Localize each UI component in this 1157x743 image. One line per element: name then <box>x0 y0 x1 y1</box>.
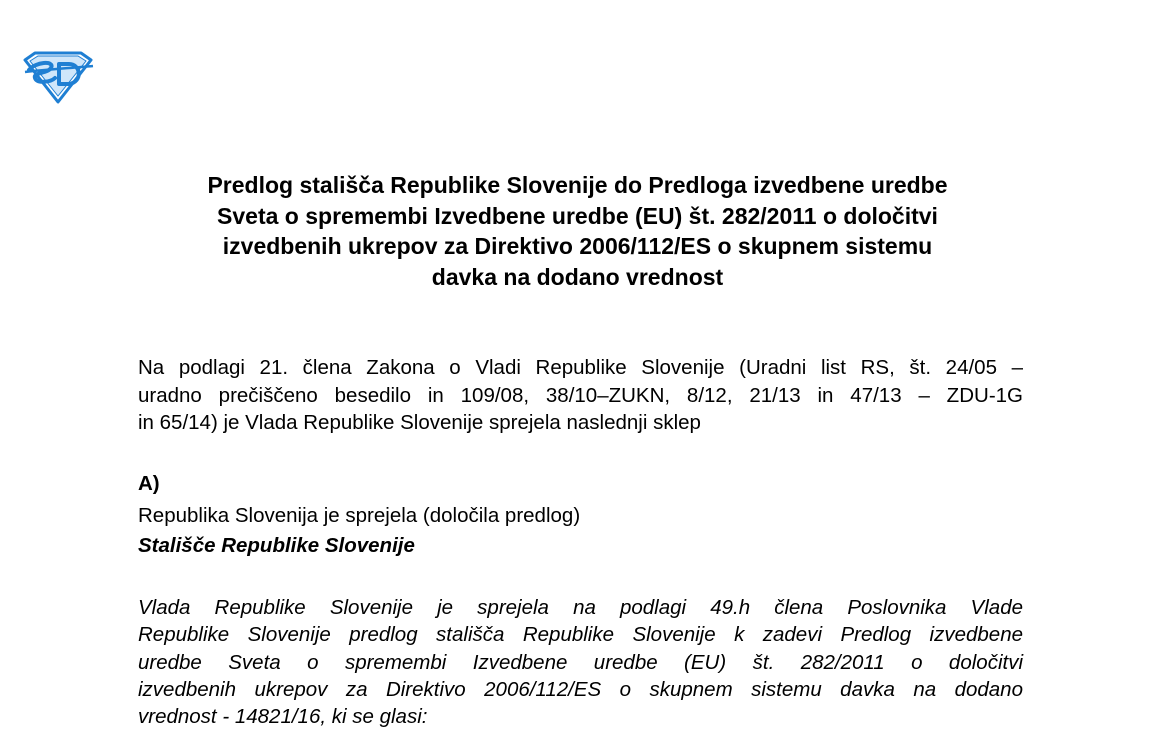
body-line: Vlada Republike Slovenije je sprejela na podlagi 49.h člena Poslovnika Vlade <box>138 596 1023 619</box>
title-line: Sveta o spremembi Izvedbene uredbe (EU) št. 282/2011 o določitvi <box>217 202 938 229</box>
intro-line: uradno prečiščeno besedilo in 109/08, 38/10–ZUKN, 8/12, 21/13 in 47/13 – ZDU-1G <box>138 383 1023 407</box>
title-line: davka na dodano vrednost <box>431 263 724 290</box>
title-line: izvedbenih ukrepov za Direktivo 2006/112/ES o skupnem sistemu <box>222 233 933 259</box>
body-line: uredbe Sveta o spremembi Izvedbene uredbe (EU) št. 282/2011 o določitvi <box>138 650 1023 674</box>
position-body-paragraph <box>138 594 1023 730</box>
adopted-line: Republika Slovenija je sprejela (določila predlog) <box>138 504 581 527</box>
sd-logo <box>21 50 95 104</box>
body-line: Republike Slovenije predlog stališča Republike Slovenije k zadevi Predlog izvedbene <box>138 623 1023 647</box>
section-label: A) <box>138 472 160 495</box>
document-title <box>130 170 1025 292</box>
title-line: Predlog stališča Republike Slovenije do Predloga izvedbene uredbe <box>207 172 948 198</box>
intro-line: Na podlagi 21. člena Zakona o Vladi Republike Slovenije (Uradni list RS, št. 24/05 – <box>138 356 1023 379</box>
body-line: vrednost - 14821/16, ki se glasi: <box>138 705 428 729</box>
intro-line: in 65/14) je Vlada Republike Slovenije sprejela naslednji sklep <box>138 411 701 434</box>
intro-paragraph <box>138 354 1023 437</box>
position-heading: Stališče Republike Slovenije <box>138 534 415 557</box>
body-line: izvedbenih ukrepov za Direktivo 2006/112/ES o skupnem sistemu davka na dodano <box>138 677 1023 701</box>
sd-shield-logo-icon <box>21 50 95 104</box>
